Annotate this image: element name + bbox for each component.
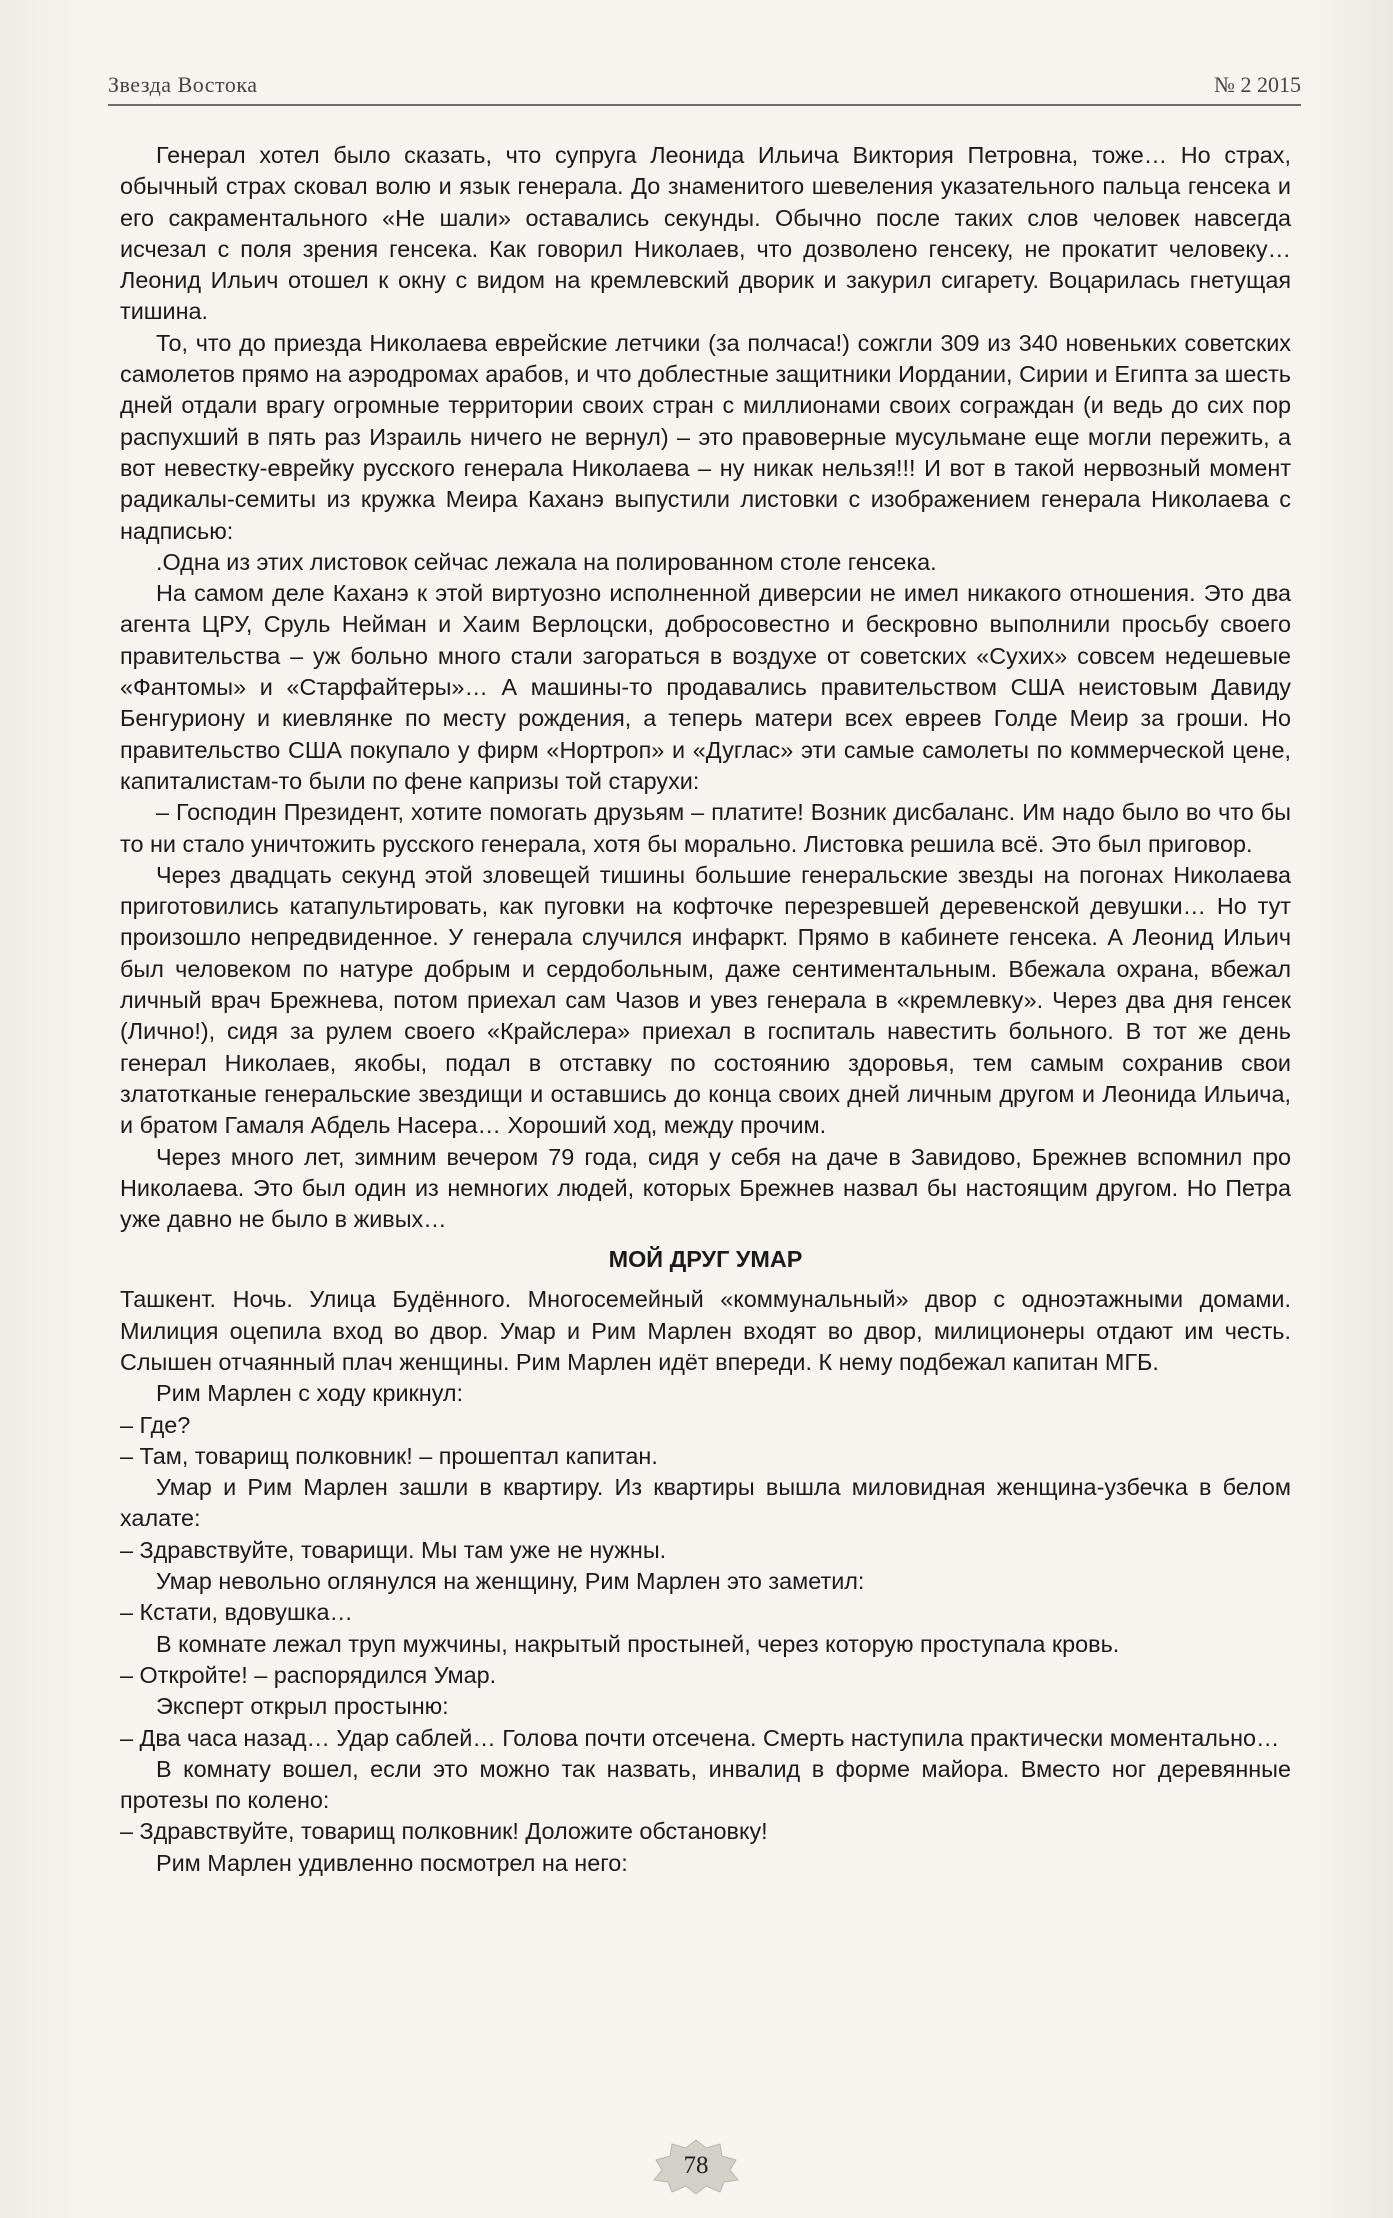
paragraph: То, что до приезда Николаева еврейские летчики (за полчаса!) сожгли 309 из 340 новеньких советских самолетов прямо на аэродромах арабов, и что доблестные защитники Иордании, Сирии и Египта за шесть дней отдали врагу огромные территории своих стран с миллионами своих сограждан (и ведь до сих пор распухший в пять раз Израиль ничего не вернул) – это правоверные мусульмане еще могли пережить, а вот невестку-еврейку русского генерала Николаева – ну никак нельзя!!! И вот в такой нервозный момент радикалы-семиты из кружка Меира Каханэ выпустили листовки с изображением генерала Николаева с надписью:: [120, 329, 1291, 544]
page-number-label: 78: [683, 2152, 709, 2179]
dialogue-line: – Здравствуйте, товарищи. Мы там уже не нужны.: [120, 1536, 667, 1563]
dialogue-line: – Кстати, вдовушка…: [120, 1599, 353, 1626]
dialogue-line: – Здравствуйте, товарищ полковник! Доложите обстановку!: [120, 1818, 768, 1845]
paragraph: Умар невольно оглянулся на женщину, Рим Марлен это заметил:: [156, 1568, 865, 1595]
paragraph: – Господин Президент, хотите помогать друзьям – платите! Возник дисбаланс. Им надо было во что бы то ни стало уничтожить русского генерала, хотя бы морально. Листовка решила всё. Это был приговор.: [120, 799, 1291, 857]
paragraph: В комнате лежал труп мужчины, накрытый простыней, через которую проступала кровь.: [156, 1630, 1120, 1657]
dialogue-line: – Два часа назад… Удар саблей… Голова почти отсечена. Смерть наступила практически моментально…: [120, 1724, 1280, 1751]
running-head: [108, 68, 1301, 106]
paragraph: Через много лет, зимним вечером 79 года, сидя у себя на даче в Завидово, Брежнев вспомнил про Николаева. Это был один из немногих людей, которых Брежнев назвал бы настоящим другом. Но Петра уже давно не было в живых…: [120, 1143, 1291, 1233]
section-title: МОЙ ДРУГ УМАР: [608, 1246, 803, 1273]
paragraph: Ташкент. Ночь. Улица Будённого. Многосемейный «коммунальный» двор с одноэтажными домами. Милиция оцепила вход во двор. Умар и Рим Марлен входят во двор, милиционеры отдают им честь. Слышен отчаянный плач женщины. Рим Марлен идёт впереди. К нему подбежал капитан МГБ.: [120, 1286, 1291, 1375]
journal-title: Звезда Востока: [108, 72, 258, 97]
paragraph: На самом деле Каханэ к этой виртуозно исполненной диверсии не имел никакого отношения. Это два агента ЦРУ, Сруль Нейман и Хаим Верлоцски, добросовестно и бескровно выполнили просьбу своего правительства – уж больно много стали загораться в воздухе от советских «Сухих» совсем недешевые «Фантомы» и «Старфайтеры»… А машины-то продавались правительством США неистовым Давиду Бенгуриону и киевлянке по месту рождения, а теперь матери всех евреев Голде Меир за гроши. Но правительство США покупало у фирм «Нортроп» и «Дуглас» эти самые самолеты по коммерческой цене, капиталистам-то были по фене капризы той старухи:: [120, 580, 1291, 794]
issue-number: № 2 2015: [1214, 72, 1301, 97]
paragraph: Через двадцать секунд этой зловещей тишины большие генеральские звезды на погонах Николаева приготовились катапультировать, как пуговки на кофточке перезревшей деревенской девушки… Но тут произошло непредвиденное. У генерала случился инфаркт. Прямо в кабинете генсека. А Леонид Ильич был человеком по натуре добрым и сердобольным, даже сентиментальным. Вбежала охрана, вбежал личный врач Брежнева, потом приехал сам Чазов и увез генерала в «кремлевку». Через два дня генсек (Лично!), сидя за рулем своего «Крайслера» приехал в госпиталь навестить больного. В тот же день генерал Николаев, якобы, подал в отставку по состоянию здоровья, тем самым сохранив свои златотканые генеральские звездищи и оставшись до конца своих дней личным другом и Леонида Ильича, и братом Гамаля Абдель Насера… Хороший ход, между прочим.: [120, 861, 1291, 1139]
paragraph: Умар и Рим Марлен зашли в квартиру. Из квартиры вышла миловидная женщина-узбечка в белом халате:: [120, 1474, 1291, 1532]
page-number: [646, 2138, 746, 2194]
paragraph: Генерал хотел было сказать, что супруга Леонида Ильича Виктория Петровна, тоже… Но страх, обычный страх сковал волю и язык генерала. До знаменитого шевеления указательного пальца генсека и его сакраментального «Не шали» оставались секунды. Обычно после таких слов человек навсегда исчезал с поля зрения генсека. Как говорил Николаев, что дозволено генсеку, не прокатит человеку… Леонид Ильич отошел к окну с видом на кремлевский дворик и закурил сигарету. Воцарилась гнетущая тишина.: [120, 142, 1291, 325]
paragraph: Рим Марлен с ходу крикнул:: [156, 1380, 464, 1407]
dialogue-line: – Где?: [120, 1411, 191, 1438]
paragraph: В комнату вошел, если это можно так назвать, инвалид в форме майора. Вместо ног деревянные протезы по колено:: [120, 1755, 1291, 1814]
dialogue-line: – Там, товарищ полковник! – прошептал капитан.: [120, 1442, 658, 1469]
paragraph: Рим Марлен удивленно посмотрел на него:: [156, 1849, 628, 1876]
paragraph: Эксперт открыл простыню:: [156, 1693, 449, 1720]
dialogue-line: – Откройте! – распорядился Умар.: [120, 1661, 497, 1688]
paragraph: .Одна из этих листовок сейчас лежала на полированном столе генсека.: [156, 548, 937, 575]
article-body: [120, 140, 1291, 1879]
